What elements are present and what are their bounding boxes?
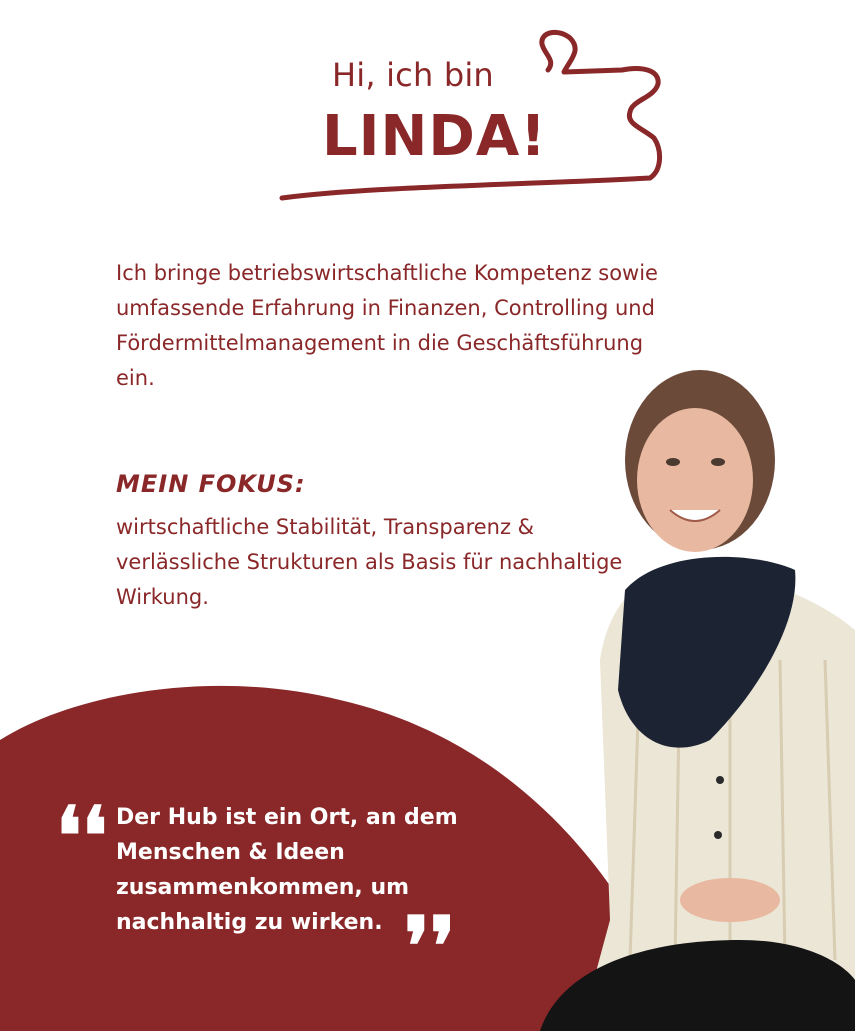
focus-paragraph: wirtschaftliche Stabilität, Transparenz & verlässliche Strukturen als Basis für nachhaltige Wirkung. (116, 515, 623, 609)
focus-heading: MEIN FOKUS: (116, 470, 306, 498)
greeting: Hi, ich bin (332, 56, 494, 94)
quote-text: Der Hub ist ein Ort, an dem Menschen & Ideen zusammenkommen, um nachhaltig zu wirken. (116, 805, 458, 935)
quote-open-icon: ❛❛ (56, 789, 108, 883)
intro-paragraph: Ich bringe betriebswirtschaftliche Kompetenz sowie umfassende Erfahrung in Finanzen, Controlling und Fördermittelmanagement in die Geschäftsführung ein. (116, 261, 658, 390)
page-title: LINDA! (322, 104, 547, 169)
quote-close-icon: ❜❜ (404, 899, 456, 993)
portrait-photo (540, 360, 855, 1031)
